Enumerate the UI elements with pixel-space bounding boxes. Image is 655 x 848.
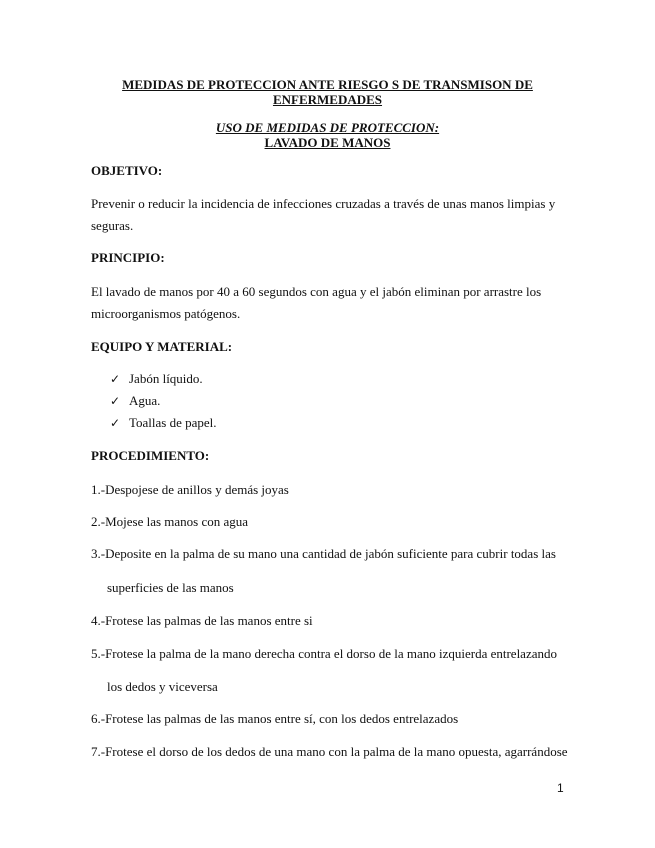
procedimiento-heading: PROCEDIMIENTO:	[91, 448, 210, 463]
step-5-continuation: los dedos y viceversa	[107, 679, 218, 694]
step-7: 7.-Frotese el dorso de los dedos de una mano con la palma de la mano opuesta, agarrándose	[91, 744, 568, 759]
objetivo-heading: OBJETIVO:	[91, 163, 163, 178]
checkmark-icon: ✓	[110, 394, 121, 408]
equipo-heading: EQUIPO Y MATERIAL:	[91, 339, 233, 354]
step-3: 3.-Deposite en la palma de su mano una cantidad de jabón suficiente para cubrir todas las	[91, 546, 556, 561]
list-item-label: Agua.	[129, 393, 161, 408]
page-number: 1	[557, 781, 564, 795]
subtitle-line-1: USO DE MEDIDAS DE PROTECCION:	[215, 120, 440, 135]
checkmark-icon: ✓	[110, 416, 121, 430]
subtitle-line-2: LAVADO DE MANOS	[264, 135, 391, 150]
list-item	[110, 415, 217, 431]
title-line-2: ENFERMEDADES	[272, 92, 383, 107]
step-4: 4.-Frotese las palmas de las manos entre si	[91, 613, 313, 628]
principio-heading: PRINCIPIO:	[91, 250, 165, 265]
objetivo-text: Prevenir o reducir la incidencia de infecciones cruzadas a través de unas manos limpias y seguras.	[91, 196, 556, 233]
checkmark-icon: ✓	[110, 372, 121, 386]
step-5: 5.-Frotese la palma de la mano derecha contra el dorso de la mano izquierda entrelazando	[91, 646, 557, 661]
list-item-label: Toallas de papel.	[129, 415, 217, 430]
step-3-continuation: superficies de las manos	[107, 580, 234, 595]
list-item	[110, 393, 160, 409]
list-item-label: Jabón líquido.	[129, 371, 203, 386]
principio-text: El lavado de manos por 40 a 60 segundos con agua y el jabón eliminan por arrastre los microorganismos patógenos.	[91, 284, 542, 321]
title-line-1: MEDIDAS DE PROTECCION ANTE RIESGO S DE TRANSMISON DE	[122, 77, 533, 92]
list-item	[110, 371, 203, 387]
step-2: 2.-Mojese las manos con agua	[91, 514, 249, 529]
document-title	[90, 77, 565, 107]
step-1: 1.-Despojese de anillos y demás joyas	[91, 482, 289, 497]
step-6: 6.-Frotese las palmas de las manos entre sí, con los dedos entrelazados	[91, 711, 459, 726]
